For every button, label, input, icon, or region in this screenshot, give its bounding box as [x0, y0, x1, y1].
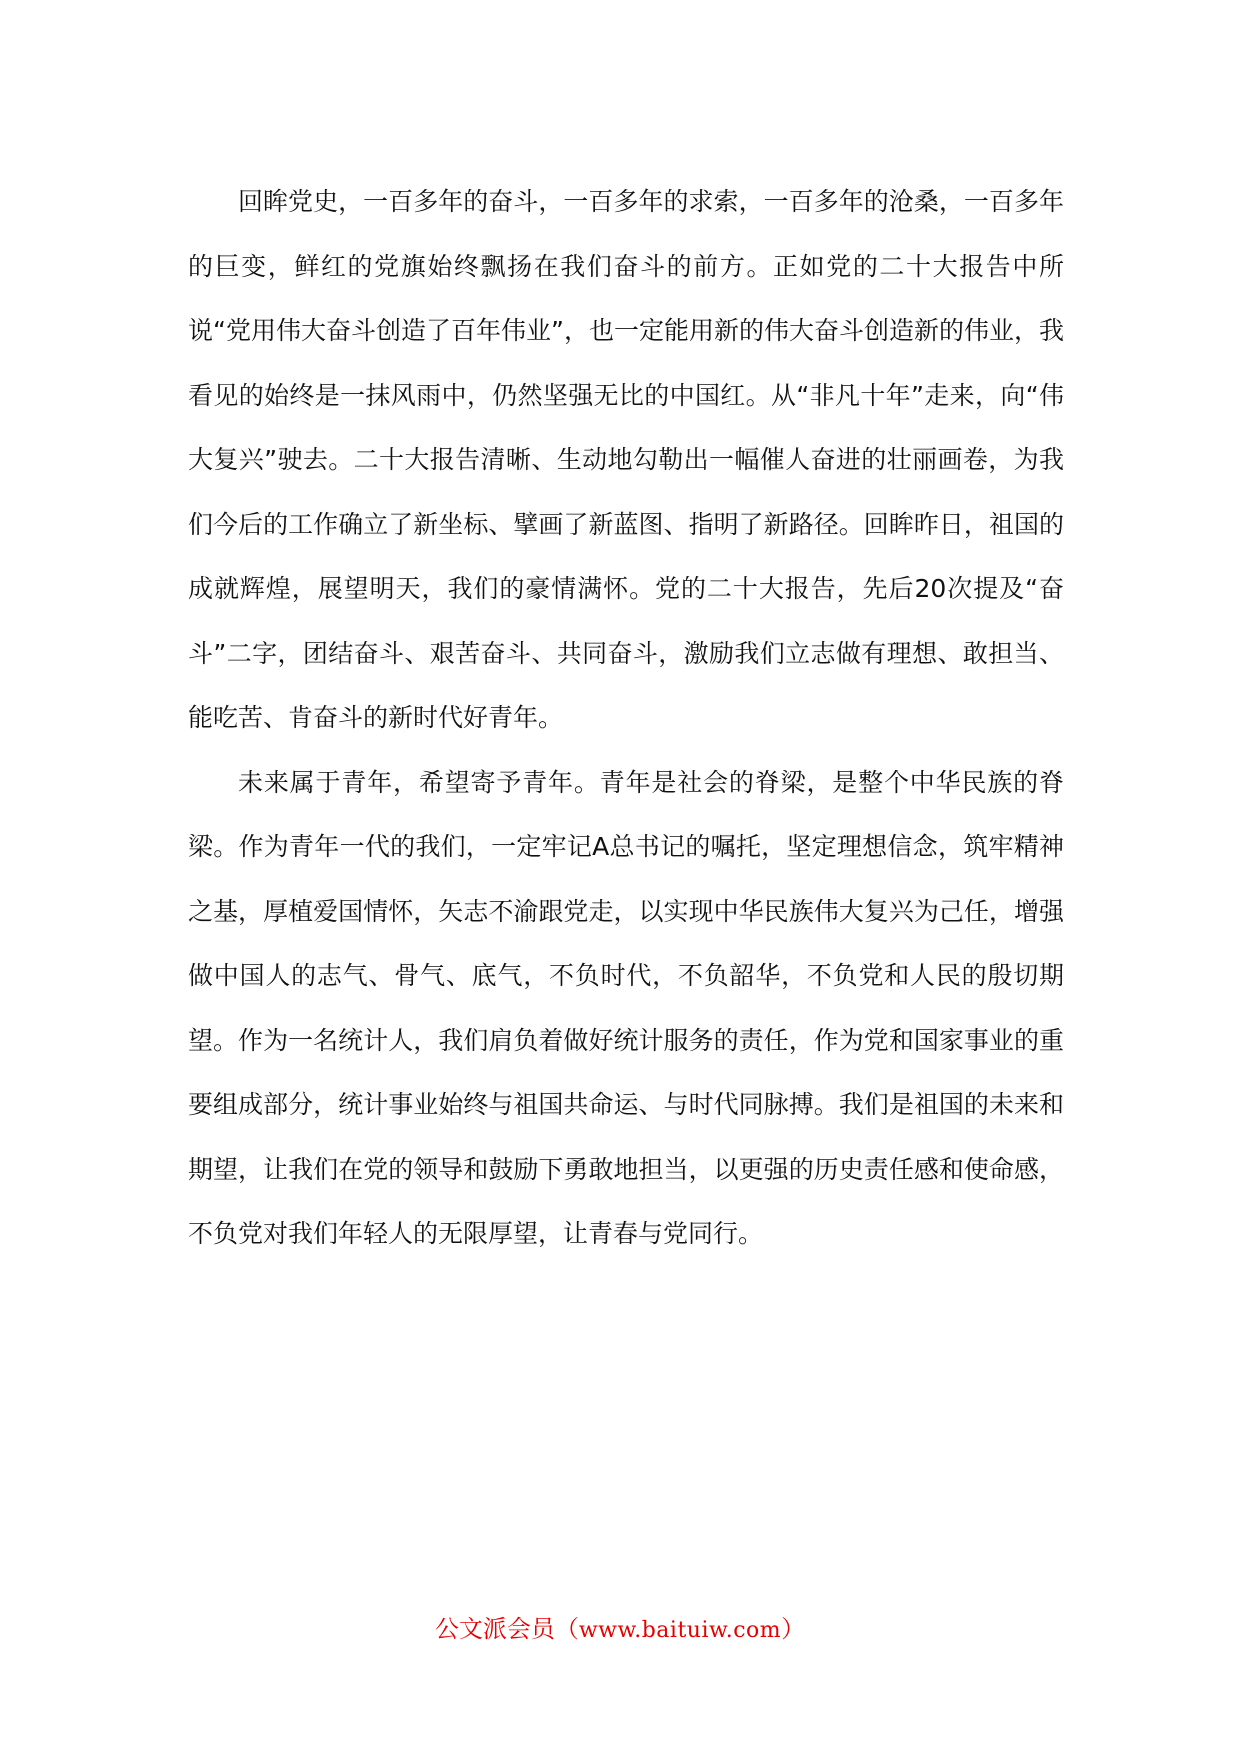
document-body: [188, 170, 1064, 1267]
footer-watermark: [0, 1612, 1240, 1648]
paragraph-1: 回眸党史，一百多年的奋斗，一百多年的求索，一百多年的沧桑，一百多年的巨变，鲜红的党旗始终飘扬在我们奋斗的前方。正如党的二十大报告中所说“党用伟大奋斗创造了百年伟业”，也一定能用新的伟大奋斗创造新的伟业，我看见的始终是一抹风雨中，仍然坚强无比的中国红。从“非凡十年”走来，向“伟大复兴”驶去。二十大报告清晰、生动地勾勒出一幅催人奋进的壮丽画卷，为我们今后的工作确立了新坐标、擘画了新蓝图、指明了新路径。回眸昨日，祖国的成就辉煌，展望明天，我们的豪情满怀。党的二十大报告，先后20次提及“奋斗”二字，团结奋斗、艰苦奋斗、共同奋斗，激励我们立志做有理想、敢担当、能吃苦、肯奋斗的新时代好青年。: [188, 187, 1064, 732]
paragraph-2: 未来属于青年，希望寄予青年。青年是社会的脊梁，是整个中华民族的脊梁。作为青年一代的我们，一定牢记A总书记的嘱托，坚定理想信念，筑牢精神之基，厚植爱国情怀，矢志不渝跟党走，以实现中华民族伟大复兴为己任，增强做中国人的志气、骨气、底气，不负时代，不负韶华，不负党和人民的殷切期望。作为一名统计人，我们肩负着做好统计服务的责任，作为党和国家事业的重要组成部分，统计事业始终与祖国共命运、与时代同脉搏。我们是祖国的未来和期望，让我们在党的领导和鼓励下勇敢地担当，以更强的历史责任感和使命感，不负党对我们年轻人的无限厚望，让青春与党同行。: [188, 767, 1064, 1248]
footer-brand: 公文派会员: [434, 1615, 555, 1643]
footer-open-paren: （: [554, 1615, 579, 1643]
footer-close-paren: ）: [781, 1615, 806, 1643]
footer-url-link[interactable]: www.baituiw.com: [578, 1618, 782, 1643]
